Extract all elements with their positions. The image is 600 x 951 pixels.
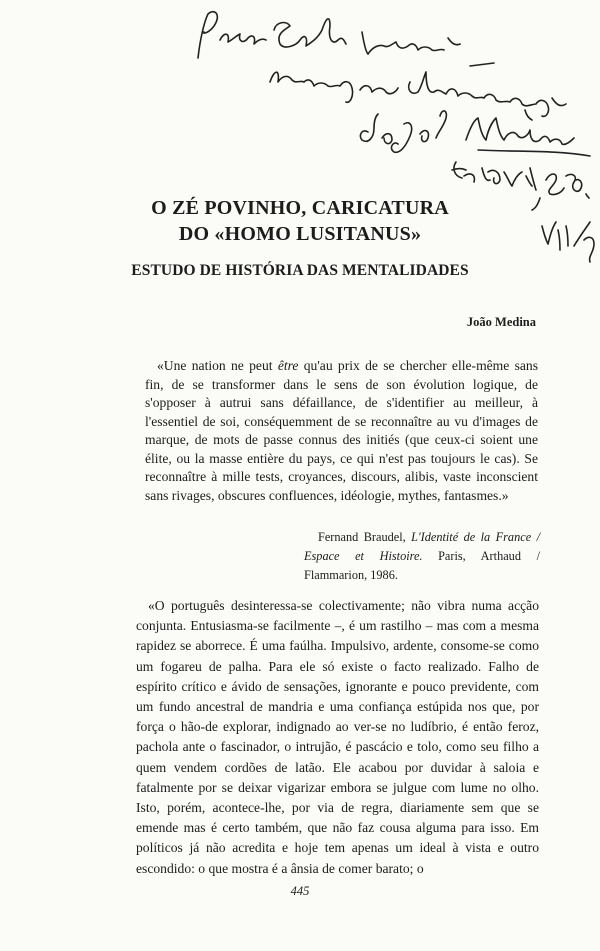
epigraph-text-start: «Une nation ne peut <box>157 358 278 373</box>
quotation-paragraph: «O português desinteressa-se colectivamente; não vibra numa acção conjunta. Entusiasma-se facilmente –, é um rastilho – mas com a mesma rapidez se aborrece. É uma faúlha. Impulsivo, ardente, consome-se como um fogareu de palha. Para ele só existe o facto realizado. Falho de espírito crítico e ávido de sensações, ignorante e pouco previdente, com um fundo ancestral de mandria e uma confiança estúpida nos que, por força o hão-de explorar, indignado ao ver-se no ludíbrio, é então feroz, pachola ante o fascinador, o intrujão, é pascácio e tolo, como seu filho a quem vendem cordões de latão. Ele acabou por duvidar à saloia e fatalmente por se deixar vigarizar embora se julgue com lume no olho. Isto, porém, acontece-lhe, por via de regra, diariamente sem que se emende mas é certo também, que não faz cousa alguma para isso. Em políticos já não acredita e hoje tem apenas um ideal à vista e outro escondido: o que mostra é a ânsia de comer barato; o <box>136 598 539 876</box>
epigraph-braudel <box>145 357 538 505</box>
handwriting-line-3 <box>360 111 590 156</box>
page-number: 445 <box>290 884 310 898</box>
epigraph-citation <box>304 528 540 585</box>
article-subtitle: ESTUDO DE HISTÓRIA DAS MENTALIDADES <box>131 262 469 279</box>
citation-publisher: Paris, Arthaud / Flammarion, 1986. <box>304 549 540 582</box>
epigraph-italic-word: être <box>277 358 299 373</box>
article-title <box>60 195 540 247</box>
citation-paragraph <box>304 528 540 585</box>
title-line-2: DO «HOMO LUSITANUS» <box>178 223 422 245</box>
title-line-1: O ZÉ POVINHO, CARICATURA <box>151 197 449 219</box>
epigraph-paragraph <box>145 357 538 505</box>
citation-work-title: L'Identité de la France / Espace et Histoire. <box>304 530 540 563</box>
handwriting-line-1 <box>198 12 494 66</box>
handwriting-line-2 <box>270 72 566 120</box>
epigraph-text-rest: qu'au prix de se chercher elle-même sans fin, de se transformer dans le sens de son évolution logique, de s'opposer à autrui sans défaillance, de s'identifier au meilleur, à l'essentiel de soi, conséquemment de se reconnaître au vu d'images de marque, de mots de passe connus des initiés (que ceux-ci soient une élite, ou la masse entière du pays, ce qui n'est pas toujours le cas). Se reconnaître à mille tests, croyances, discours, alibis, vaste inconscient sans rivages, obscures confluences, idéologie, mythes, fantasmes.» <box>145 358 538 503</box>
citation-author: Fernand Braudel, <box>318 530 412 544</box>
opening-quotation <box>136 596 539 879</box>
author-name: João Medina <box>466 315 536 329</box>
